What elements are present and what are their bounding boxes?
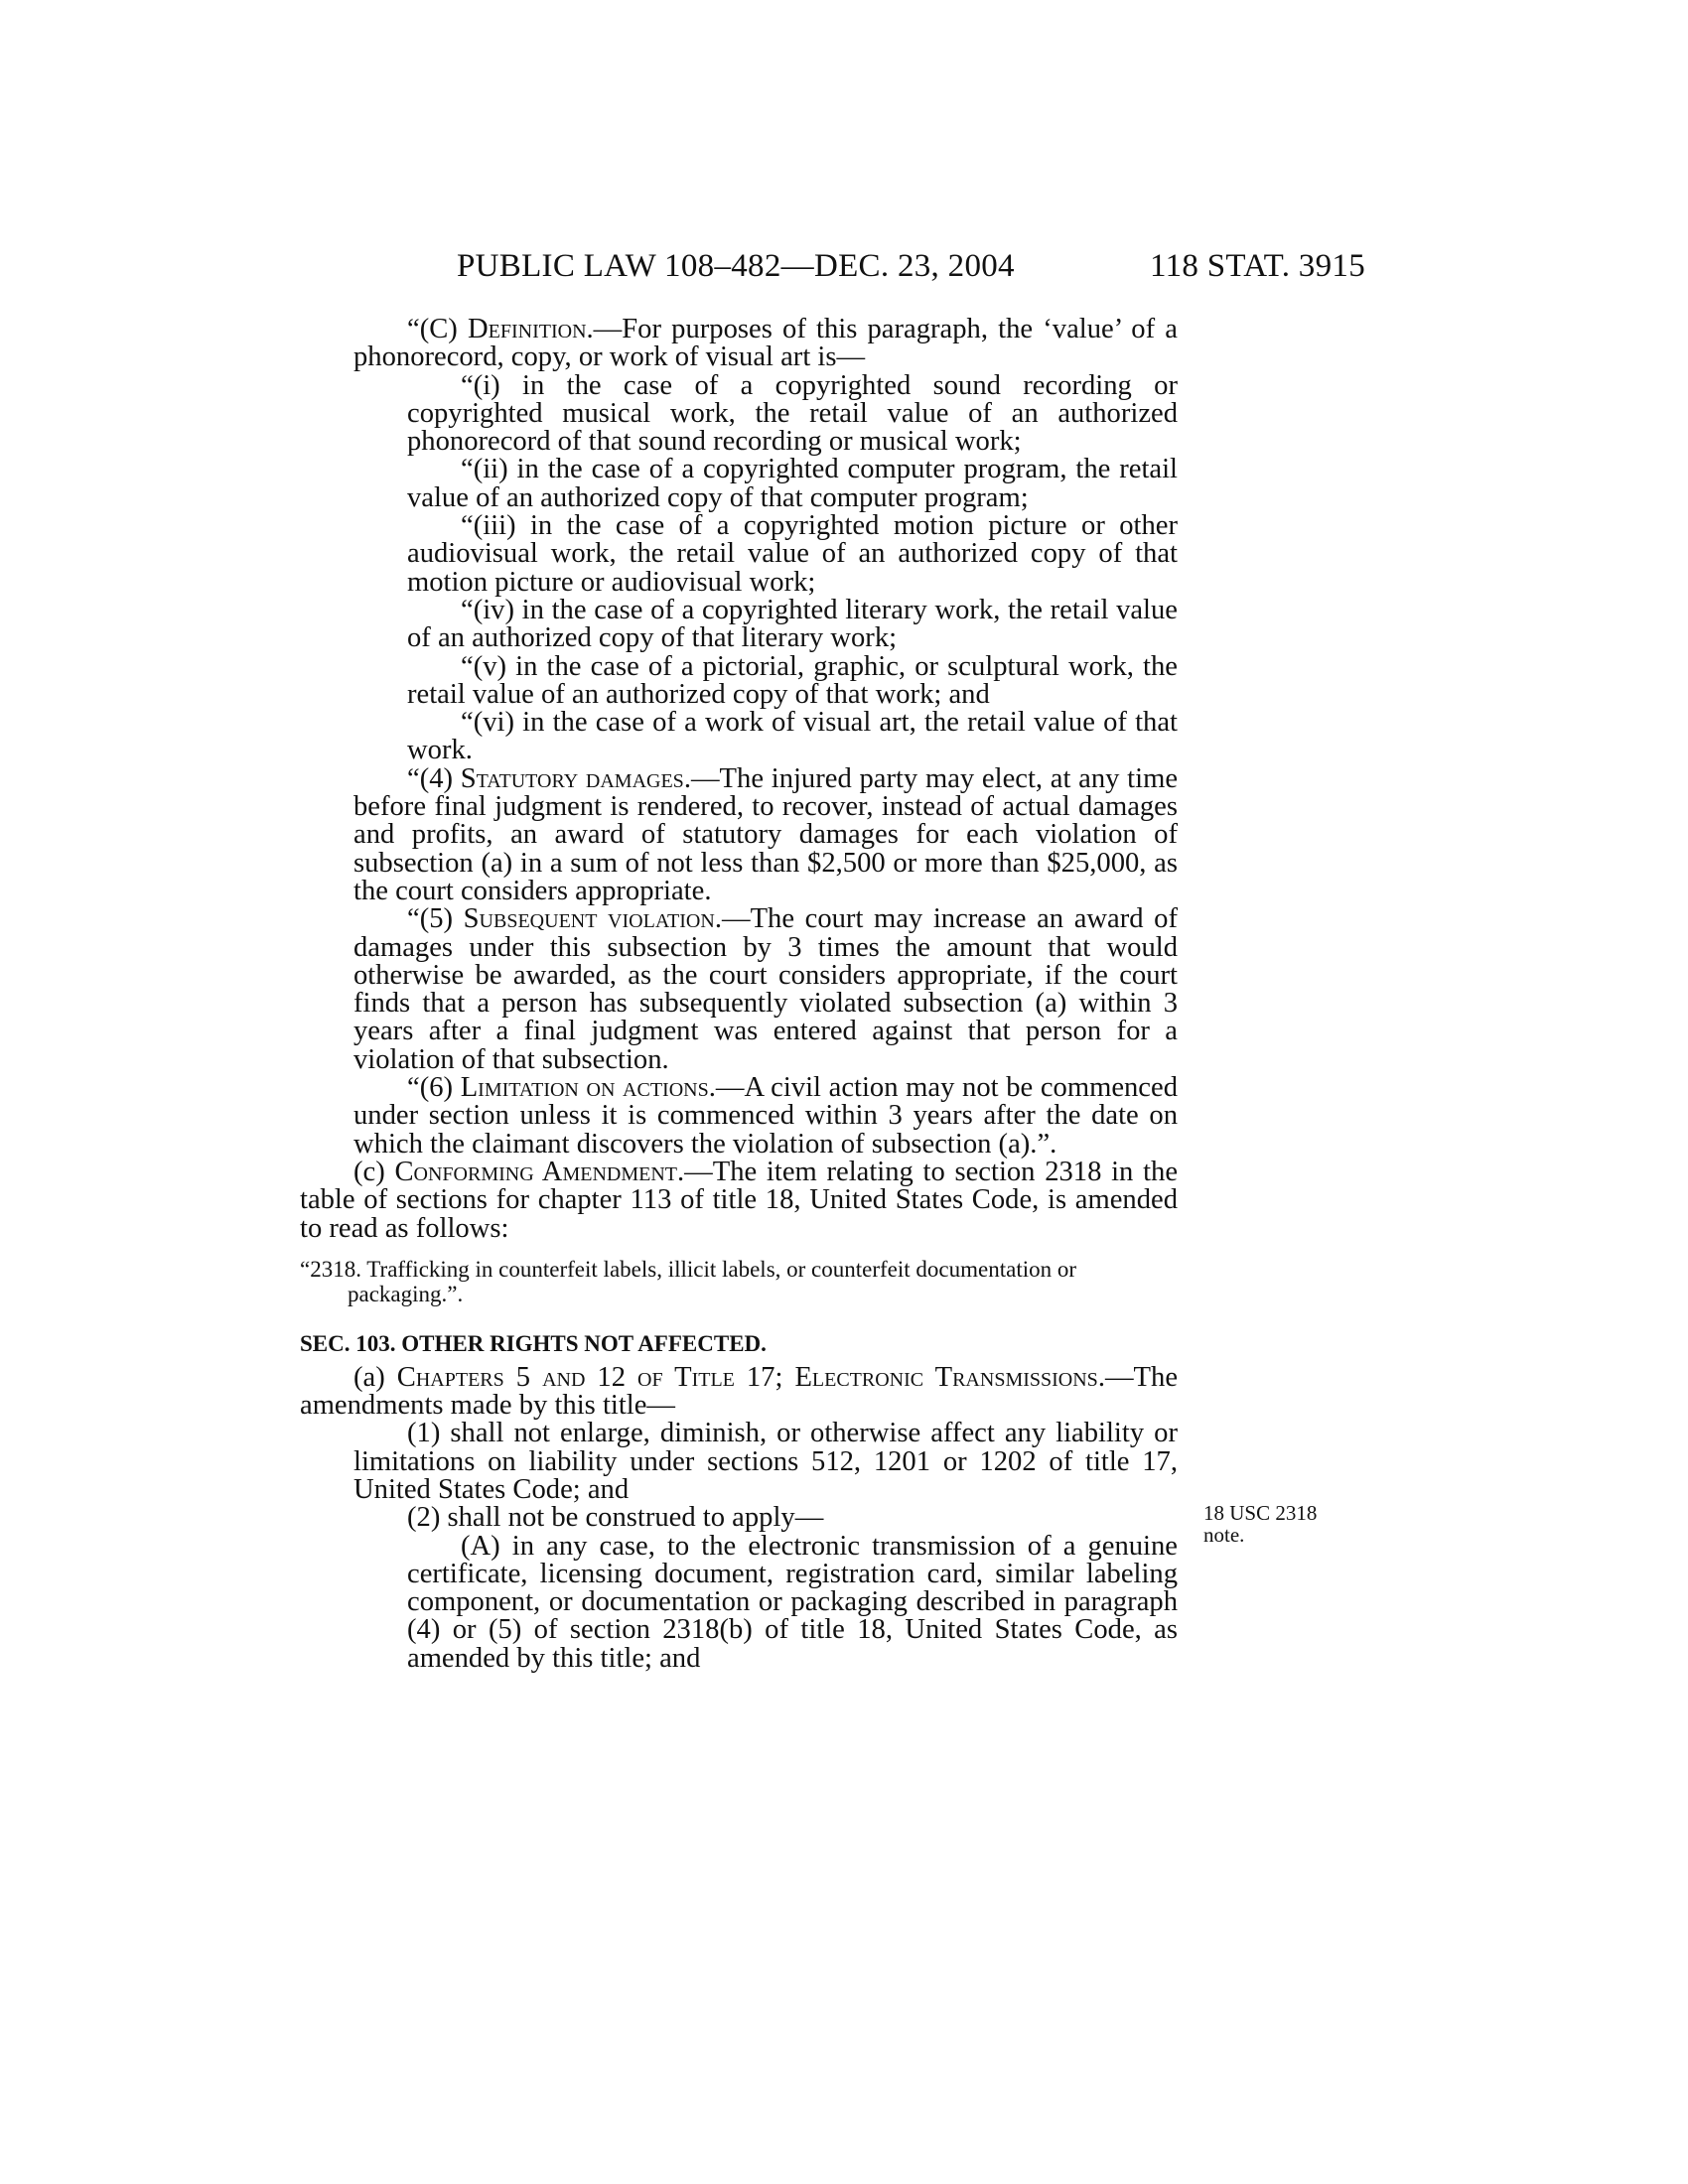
page-header <box>457 248 1365 288</box>
margin-note-label: note. <box>1203 1523 1245 1547</box>
paragraph-1: (1) shall not enlarge, diminish, or otherwise affect any liability or limitations on liability under sections 512, 1201 or 1202 of title 17, United States Code; and <box>353 1418 1178 1505</box>
run-in-heading: Definition <box>468 314 587 344</box>
subsection-c-conforming-amendment: (c) Conforming Amendment.—The item relating to section 2318 in the table of sections for chapter 113 of title 18, United States Code, is amended to read as follows: <box>300 1156 1179 1244</box>
run-in-heading: Limitation on actions <box>460 1072 709 1104</box>
paragraph-c-definition: “(C) Definition.—For purposes of this paragraph, the ‘value’ of a phonorecord, copy, or work of visual art is— <box>353 314 1178 373</box>
clause-vi: “(vi) in the case of a work of visual art, the retail value of that work. <box>407 707 1178 766</box>
clause-v: “(v) in the case of a pictorial, graphic, or sculptural work, the retail value of an authorized copy of that work; and <box>407 650 1178 710</box>
subsection-a-chapters: (a) Chapters 5 and 12 of Title 17; Electronic Transmissions.—The amendments made by this title— <box>300 1361 1179 1422</box>
clause-iii: “(iii) in the case of a copyrighted motion picture or other audiovisual work, the retail value of an authorized copy of that motion picture or audiovisual work; <box>407 510 1178 598</box>
section-heading: SEC. 103. OTHER RIGHTS NOT AFFECTED. <box>300 1330 767 1356</box>
paragraph-2: (2) shall not be construed to apply— <box>407 1502 824 1534</box>
header-public-law: PUBLIC LAW 108–482—DEC. 23, 2004 <box>457 248 1015 284</box>
subparagraph-a: (A) in any case, to the electronic transmission of a genuine certificate, licensing document, registration card, similar labeling component, or documentation or packaging described in paragraph (4) or (5) of section 2318(b) of title 18, United States Code, as amended by this title; and <box>407 1530 1178 1674</box>
table-of-sections-item: “2318. Trafficking in counterfeit labels, illicit labels, or counterfeit documentation or packaging.”. <box>300 1256 1077 1306</box>
margin-note-citation: 18 USC 2318 <box>1203 1501 1318 1525</box>
paragraph-6-limitation: “(6) Limitation on actions.—A civil action may not be commenced under section unless it is commenced within 3 years after the date on which the claimant discovers the violation of subsection (a).”. <box>353 1072 1178 1160</box>
margin-note <box>1203 1502 1323 1546</box>
clause-iv: “(iv) in the case of a copyrighted literary work, the retail value of an authorized copy of that literary work; <box>407 594 1178 654</box>
paragraph-4-statutory-damages: “(4) Statutory damages.—The injured party may elect, at any time before final judgment is rendered, to recover, instead of actual damages and profits, an award of statutory damages for each violation of subsection (a) in a sum of not less than $2,500 or more than $25,000, as the court considers appropriate. <box>353 762 1179 906</box>
header-stat-page: 118 STAT. 3915 <box>1150 248 1365 284</box>
paragraph-5-subsequent-violation: “(5) Subsequent violation.—The court may increase an award of damages under this subsection by 3 times the amount that would otherwise be awarded, as the court considers appropriate, if the court finds that a person has subsequently violated subsection (a) within 3 years after a final judgment was entered against that person for a violation of that subsection. <box>353 903 1178 1075</box>
clause-ii: “(ii) in the case of a copyrighted computer program, the retail value of an authorized copy of that computer program; <box>407 454 1178 513</box>
clause-i: “(i) in the case of a copyrighted sound recording or copyrighted musical work, the retail value of an authorized phonorecord of that sound recording or musical work; <box>407 369 1178 458</box>
statute-body <box>300 316 1178 1673</box>
run-in-heading: Chapters 5 and 12 of Title 17; Electronic Transmissions <box>396 1361 1098 1393</box>
run-in-heading: Subsequent violation <box>463 903 715 935</box>
run-in-heading: Conforming Amendment <box>394 1156 678 1187</box>
run-in-heading: Statutory damages <box>460 762 684 794</box>
